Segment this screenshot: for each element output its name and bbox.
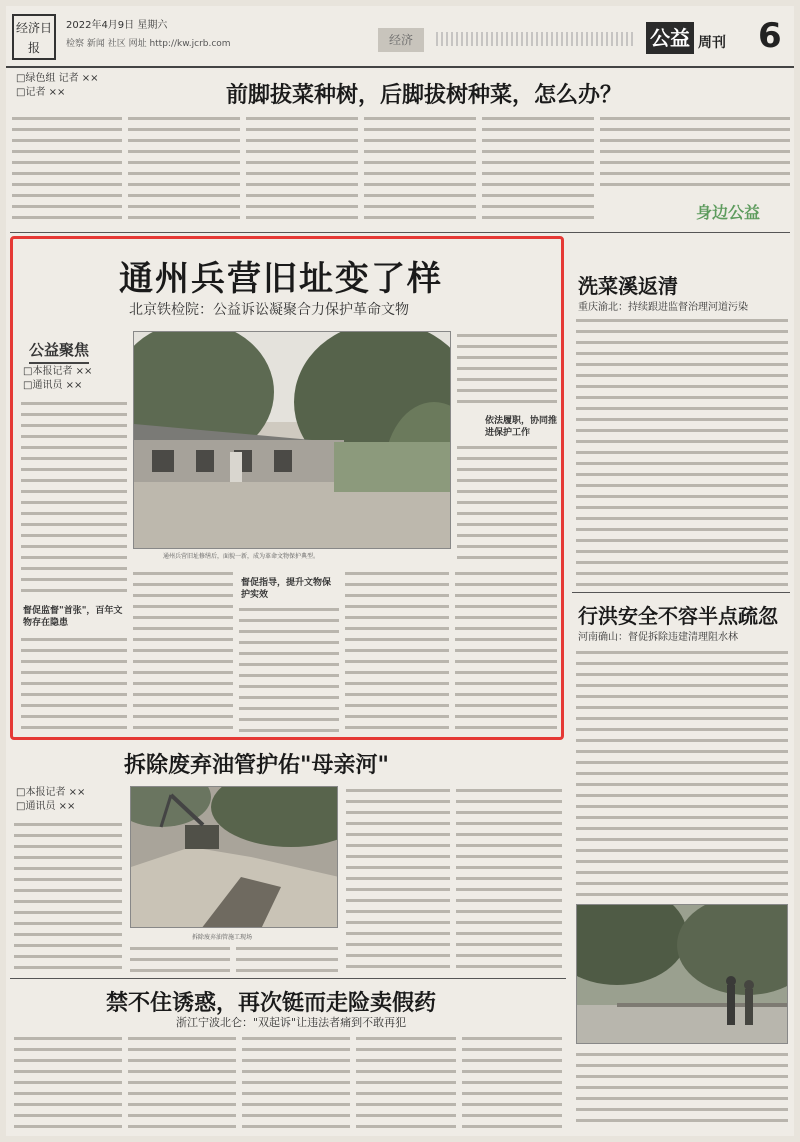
lower-divider [10, 978, 566, 979]
corner-brand-a: 身边 [696, 203, 729, 222]
section-tag: 公益聚焦 [29, 339, 89, 364]
pipe-removal-photo-image [131, 787, 338, 928]
middle-byline: □本报记者 ×× □通讯员 ×× [16, 787, 86, 812]
feature-col-2 [133, 569, 233, 735]
bottom-col-3 [242, 1034, 350, 1132]
top-article-col-1 [12, 114, 122, 226]
feature-subheadline: 北京铁检院：公益诉讼凝聚合力保护革命文物 [129, 302, 409, 318]
bottom-col-5 [462, 1034, 562, 1132]
corner-brand [696, 200, 760, 223]
feature-col-3 [239, 605, 339, 735]
section-weekly: 周刊 [698, 35, 726, 51]
river-photo-image [577, 905, 788, 1044]
feature-byline: □本报记者 ×× □通讯员 ×× [23, 366, 93, 391]
right-photo [576, 904, 788, 1044]
middle-photo-caption: 拆除废弃油管施工现场 [192, 934, 253, 941]
bottom-col-4 [356, 1034, 456, 1132]
top-article-byline: □绿色组 记者 ×× □记者 ×× [16, 73, 99, 98]
highlighted-feature-article [10, 236, 564, 740]
feature-headline: 通州兵营旧址变了样 [119, 259, 443, 299]
feature-col-5 [455, 569, 557, 735]
right-subheadline-2: 河南确山：督促拆除违建清理阻水林 [578, 632, 738, 643]
bottom-col-1 [14, 1034, 122, 1132]
top-article-col-6 [600, 114, 790, 194]
top-article-col-5 [482, 114, 594, 226]
page-number: 6 [758, 16, 782, 56]
feature-photo [133, 331, 451, 549]
masthead [6, 6, 794, 68]
top-article-col-3 [246, 114, 358, 226]
right-photo-caption-text [576, 1050, 788, 1130]
right-headline-2: 行洪安全不容半点疏忽 [578, 604, 778, 628]
top-article-headline: 前脚拔菜种树，后脚拔树种菜，怎么办？ [226, 82, 623, 108]
right-divider [572, 592, 790, 593]
corner-brand-b: 公益 [728, 203, 761, 222]
section-divider [10, 232, 790, 233]
feature-col-right-2 [457, 443, 557, 563]
barracks-photo-image [134, 332, 451, 549]
section-stamp: 经济 [378, 28, 424, 52]
newspaper-logo: 经济日报 [12, 14, 56, 60]
right-subheadline-1: 重庆渝北：持续跟进监督治理河道污染 [578, 302, 748, 313]
bottom-col-2 [128, 1034, 236, 1132]
middle-photo [130, 786, 338, 928]
newspaper-page [6, 6, 794, 1136]
feature-photo-caption: 通州兵营旧址修缮后，面貌一新，成为革命文物保护典型。 [163, 553, 320, 560]
middle-col-1 [14, 820, 122, 970]
middle-headline: 拆除废弃油管护佑"母亲河" [124, 752, 389, 778]
right-headline-1: 洗菜溪返清 [578, 274, 678, 298]
top-article-col-4 [364, 114, 476, 226]
right-article-2-body [576, 648, 788, 898]
top-article-col-2 [128, 114, 240, 226]
middle-col-4 [346, 786, 450, 972]
feature-intertitle-1: 督促监督"首张"，百年文物存在隐患 [23, 606, 123, 628]
feature-col-1b [21, 635, 127, 735]
feature-col-4 [345, 569, 449, 735]
feature-col-right-1 [457, 331, 557, 409]
section-brand: 公益 [646, 22, 694, 54]
middle-col-5 [456, 786, 562, 972]
middle-col-2b [130, 944, 230, 972]
feature-intertitle-3: 督促指导，提升文物保护实效 [241, 578, 332, 600]
masthead-pattern [436, 32, 636, 46]
bottom-headline: 禁不住诱惑，再次铤而走险卖假药 [106, 990, 437, 1016]
right-article-1-body [576, 316, 788, 586]
issue-date: 2022年4月9日 星期六 [66, 20, 168, 31]
bottom-subheadline: 浙江宁波北仑："双起诉"让违法者痛到不敢再犯 [176, 1016, 407, 1029]
masthead-url: 检察 新闻 社区 网址 http://kw.jcrb.com [66, 39, 231, 49]
middle-col-3b [236, 944, 338, 972]
feature-intertitle-2: 依法履职，协同推进保护工作 [485, 416, 558, 438]
feature-col-1 [21, 399, 127, 599]
